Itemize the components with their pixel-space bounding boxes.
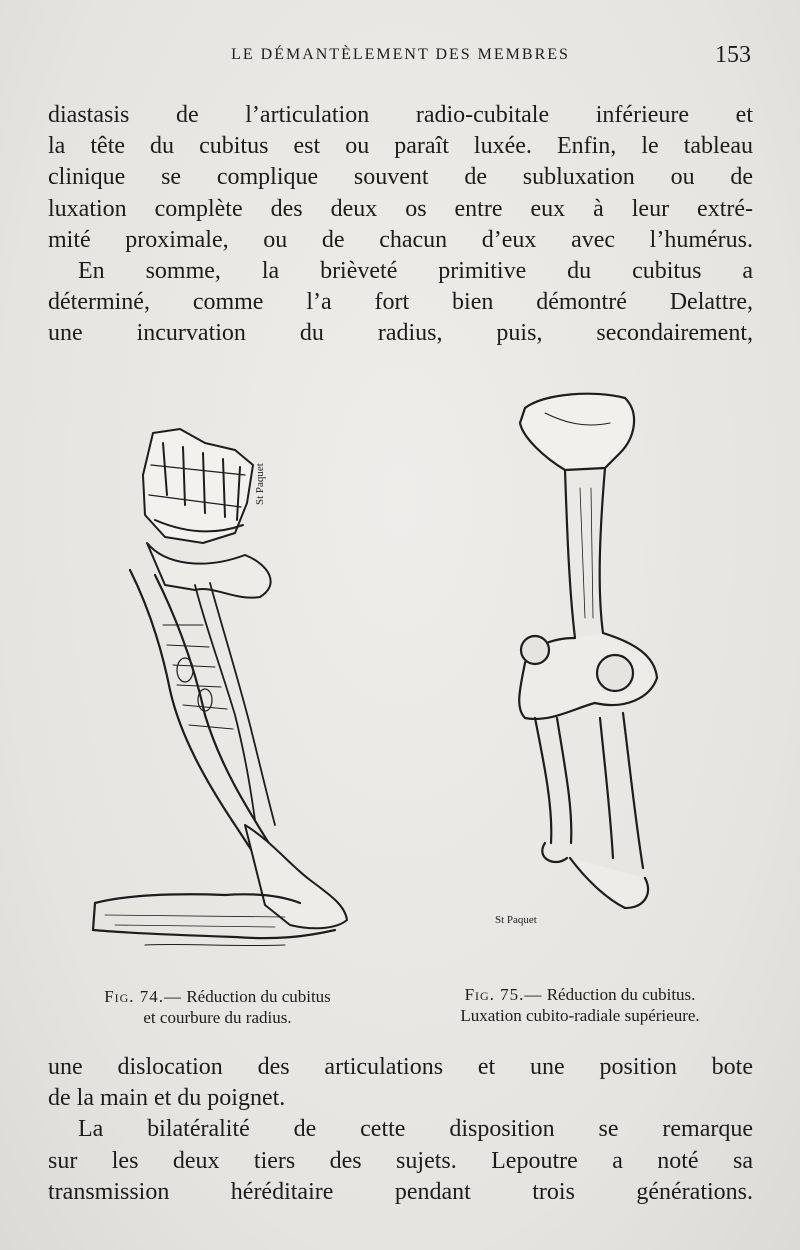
signature: St Paquet: [495, 914, 537, 926]
running-title: LE DÉMANTÈLEMENT DES MEMBRES: [231, 46, 570, 63]
caption-number: Fig. 75.—: [464, 985, 543, 1004]
paragraph-bottom: [48, 1052, 753, 1208]
caption-text: Réduction du cubitus: [186, 987, 331, 1006]
figure-75-caption: [400, 984, 760, 1026]
text-line: sur les deux tiers des sujets. Lepoutre a noté sa: [48, 1147, 753, 1174]
text-line: de la main et du poignet.: [48, 1085, 286, 1112]
text-line: une incurvation du radius, puis, secondairement,: [48, 320, 753, 347]
caption-text: Luxation cubito-radiale supérieure.: [460, 1006, 700, 1025]
paragraph-top: [48, 100, 753, 350]
caption-number: Fig. 74.—: [104, 987, 183, 1006]
text-line: mité proximale, ou de chacun d’eux avec l’humérus.: [48, 226, 753, 253]
text-line: une dislocation des articulations et une position bote: [48, 1054, 753, 1080]
text-line: luxation complète des deux os entre eux à leur extré-: [48, 195, 753, 222]
text-line: déterminé, comme l’a fort bien démontré Delattre,: [48, 289, 753, 316]
figure-74-illustration: [85, 425, 360, 955]
text-line: diastasis de l’articulation radio-cubitale inférieure et: [48, 102, 753, 128]
caption-text: et courbure du radius.: [143, 1008, 292, 1027]
page-number: 153: [715, 42, 751, 68]
caption-text: Réduction du cubitus.: [546, 985, 696, 1004]
text-line: En somme, la brièveté primitive du cubitus a: [78, 257, 753, 284]
signature: St Paquet: [254, 463, 266, 505]
text-line: transmission héréditaire pendant trois générations.: [48, 1178, 753, 1205]
running-header: [48, 44, 753, 74]
figure-74-caption: [50, 986, 385, 1028]
text-line: la tête du cubitus est ou paraît luxée. Enfin, le tableau: [48, 133, 753, 160]
figure-75-illustration: [495, 388, 665, 938]
text-line: clinique se complique souvent de subluxation ou de: [48, 164, 753, 191]
text-line: La bilatéralité de cette disposition se remarque: [78, 1116, 753, 1143]
